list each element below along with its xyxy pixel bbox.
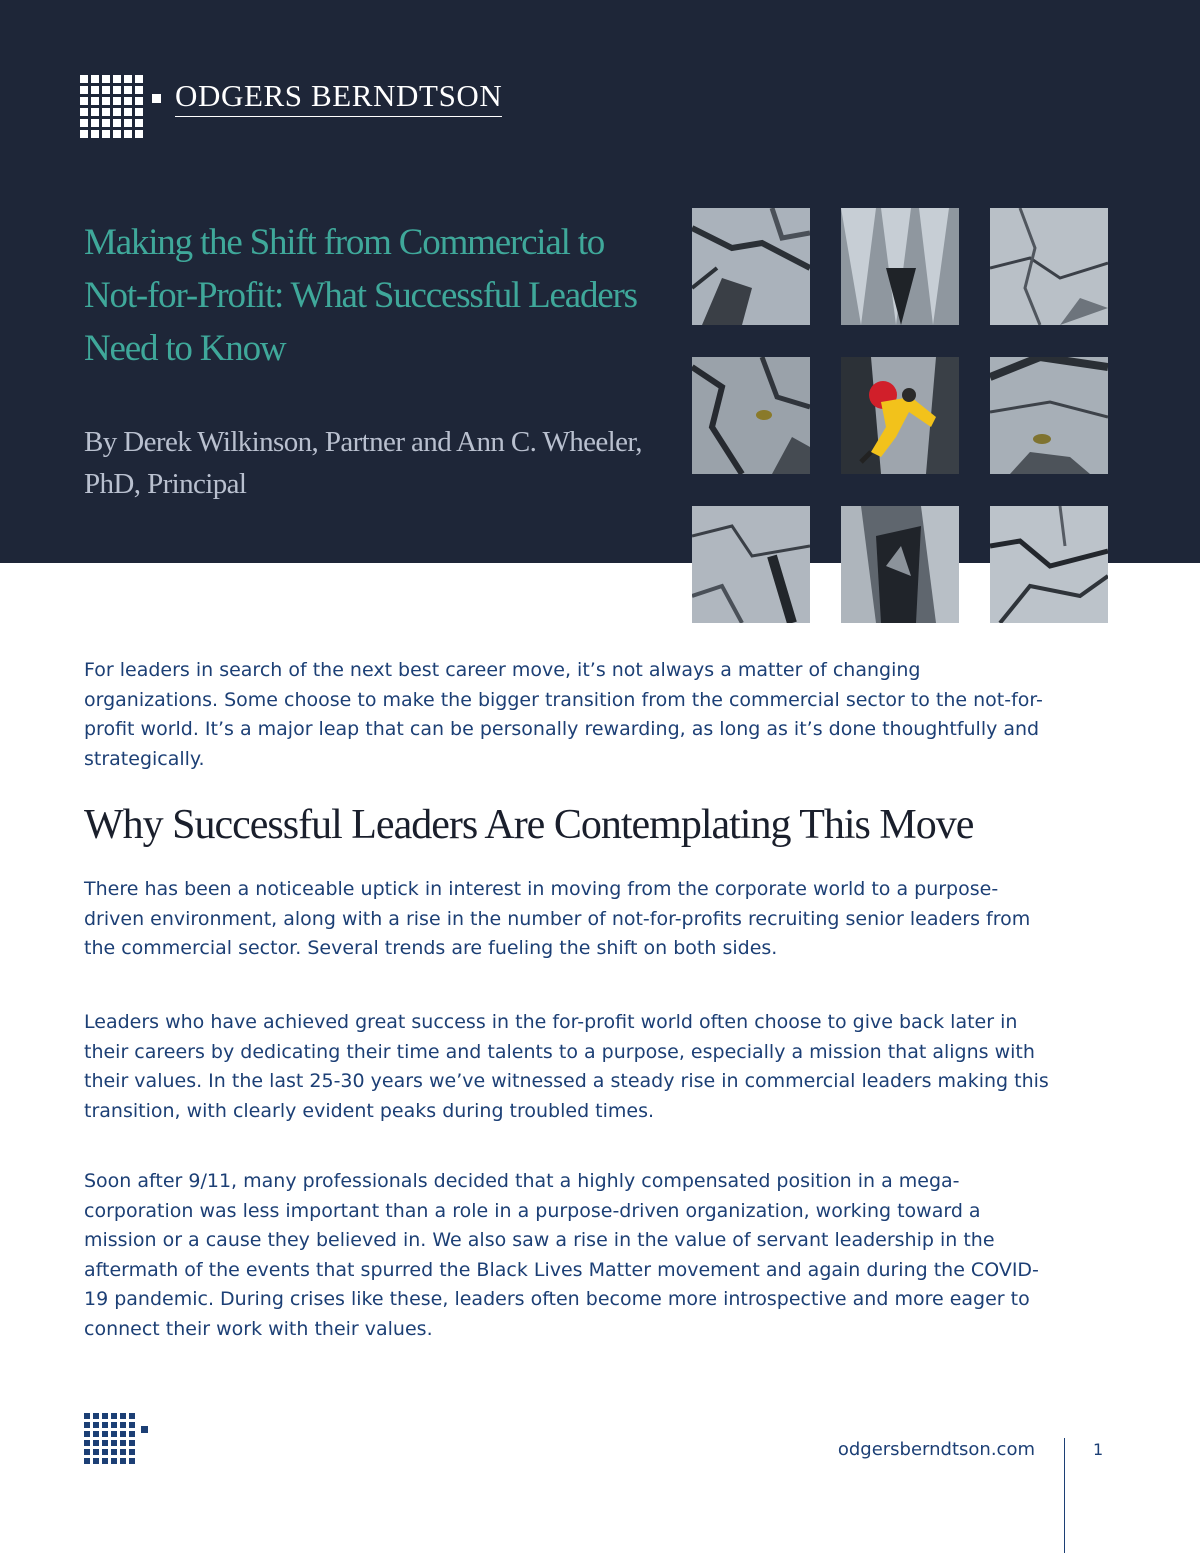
- rock-photo-tile: [692, 208, 810, 325]
- rock-photo-tile: [990, 357, 1108, 474]
- body-paragraph: Leaders who have achieved great success in the for-profit world often choose to give back later in their careers by dedicating their time and talents to a purpose, especially a mission that aligns with their values. In the last 25-30 years we’ve witnessed a steady rise in commercial leaders making this transition, with clearly evident peaks during troubled times.: [84, 1011, 1049, 1122]
- rock-photo-tile: [841, 506, 959, 623]
- rock-photo-tile: [841, 208, 959, 325]
- brand-logo[interactable]: [80, 75, 502, 138]
- brand-name: ODGERS BERNDTSON: [175, 78, 502, 117]
- article-title: Making the Shift from Commercial to Not-for-Profit: What Successful Leaders Need to Know: [84, 222, 637, 369]
- rock-photo-tile: [990, 208, 1108, 325]
- rock-photo-tile: [990, 506, 1108, 623]
- intro-paragraph: For leaders in search of the next best career move, it’s not always a matter of changing organizations. Some choose to make the bigger transition from the commercial sector to the not-for-profit world. It’s a major leap that can be personally rewarding, as long as it’s done thoughtfully and strategically.: [84, 659, 1043, 770]
- page-number: 1: [1093, 1440, 1104, 1459]
- footer-divider: [1064, 1438, 1065, 1553]
- climber-photo-tile: [841, 357, 959, 474]
- body-paragraph: Soon after 9/11, many professionals decided that a highly compensated position in a mega-corporation was less important than a role in a purpose-driven organization, working toward a mission or a cause they believed in. We also saw a rise in the value of servant leadership in the aftermath of the events that spurred the Black Lives Matter movement and again during the COVID-19 pandemic. During crises like these, leaders often become more introspective and more eager to connect their work with their values.: [84, 1170, 1039, 1340]
- section-heading: Why Successful Leaders Are Contemplating This Move: [84, 802, 974, 848]
- rock-photo-tile: [692, 506, 810, 623]
- logo-dot-icon: [152, 94, 161, 103]
- body-paragraph: There has been a noticeable uptick in interest in moving from the corporate world to a purpose-driven environment, along with a rise in the number of not-for-profits recruiting senior leaders from the commercial sector. Several trends are fueling the shift on both sides.: [84, 878, 1031, 959]
- rock-photo-tile: [692, 357, 810, 474]
- footer-logo-icon: [84, 1413, 148, 1464]
- article-byline: By Derek Wilkinson, Partner and Ann C. Wheeler, PhD, Principal: [84, 426, 642, 500]
- logo-grid-icon: [80, 75, 143, 138]
- website-link[interactable]: odgersberndtson.com: [837, 1439, 1035, 1460]
